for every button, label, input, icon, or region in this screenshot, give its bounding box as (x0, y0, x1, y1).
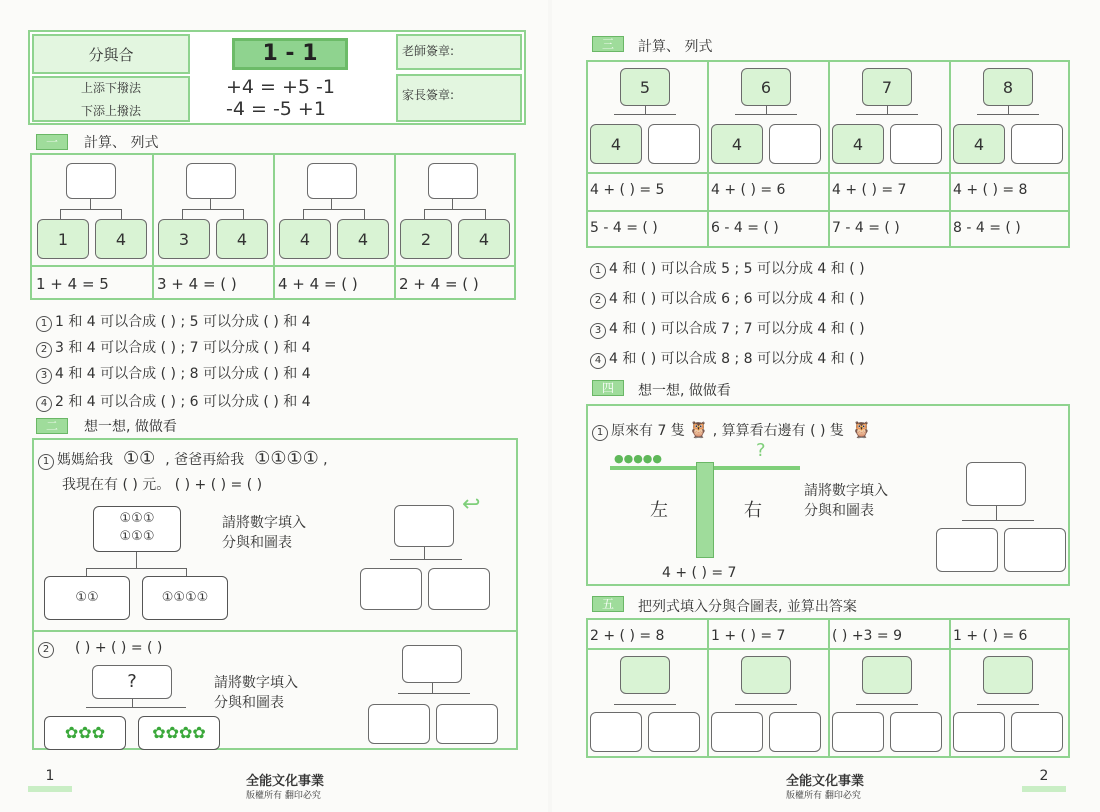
grid-divider (949, 60, 951, 248)
formula-2: -4 = -5 +1 (226, 98, 326, 120)
tree-line (243, 209, 244, 219)
part-box: 4 (279, 219, 331, 259)
equation: 1 + ( ) = 7 (711, 628, 786, 644)
question-line (590, 318, 865, 339)
answer-part-box[interactable] (832, 712, 884, 752)
line-text: 3 和 4 可以合成 ( ) ; 7 可以分成 ( ) 和 4 (55, 340, 311, 356)
grid-divider (707, 618, 709, 758)
copyright: 版權所有 翻印必究 (786, 791, 861, 801)
tree-line (424, 209, 486, 210)
sum-box[interactable] (741, 656, 791, 694)
number-badge: 3 (36, 368, 52, 384)
teacher-sign-label: 老師簽章: (402, 44, 455, 58)
sum-box[interactable] (186, 163, 236, 199)
equation: 4 + ( ) = 5 (590, 182, 665, 198)
section-2-title: 想一想, 做做看 (84, 419, 177, 435)
tree-line (398, 693, 470, 694)
line-text: 4 和 ( ) 可以合成 5 ; 5 可以分成 4 和 ( ) (609, 261, 865, 277)
balance-question: ? (756, 440, 766, 461)
part-box: 4 (590, 124, 642, 164)
tree-line (210, 199, 211, 209)
section-3-badge: 三 (592, 36, 624, 52)
number-badge: 1 (38, 454, 54, 470)
parent-sign-label: 家長簽章: (402, 88, 455, 102)
answer-part-box[interactable] (769, 712, 821, 752)
publisher: 全能文化事業 (786, 774, 865, 789)
part-box: 3 (158, 219, 210, 259)
rules-cell (32, 76, 190, 122)
tree-line (962, 520, 1034, 521)
balance-pole (696, 462, 714, 558)
equation: 6 - 4 = ( ) (711, 220, 779, 236)
equation: 1 + ( ) = 6 (953, 628, 1028, 644)
tree-line (614, 114, 676, 115)
section-2-badge: 二 (36, 418, 68, 434)
section-5-title: 把列式填入分與合圖表, 並算出答案 (638, 599, 857, 615)
question-line (590, 258, 865, 279)
equation: 3 + 4 = ( ) (157, 275, 237, 293)
question-line (36, 391, 311, 412)
part-box: 4 (216, 219, 268, 259)
part-box: 2 (400, 219, 452, 259)
tree-line (303, 209, 365, 210)
fill-hint: 請將數字填入 (214, 675, 298, 691)
line-text: 4 和 ( ) 可以合成 6 ; 6 可以分成 4 和 ( ) (609, 291, 865, 307)
answer-sum-box[interactable] (966, 462, 1026, 506)
section-1-title: 計算、 列式 (84, 135, 159, 151)
fill-hint: 分與和圖表 (222, 535, 292, 551)
answer-part-box[interactable] (648, 124, 700, 164)
tree-line (614, 704, 676, 705)
equation: 5 - 4 = ( ) (590, 220, 658, 236)
question-line (36, 337, 311, 358)
sum-box[interactable] (862, 656, 912, 694)
page-number-badge: 2 (1022, 768, 1066, 792)
tree-line (977, 704, 1039, 705)
tree-line (735, 704, 797, 705)
tree-line (424, 547, 425, 559)
number-badge: 1 (592, 425, 608, 441)
owl-icon: 🦉 (851, 420, 872, 439)
grid-divider (949, 618, 951, 758)
grid-divider (828, 618, 830, 758)
number-badge: 3 (590, 323, 606, 339)
page-number-badge: 1 (28, 768, 72, 792)
formula-1: +4 = +5 -1 (226, 76, 335, 98)
flowers-box: ✿✿✿ (44, 716, 126, 750)
sum-box[interactable] (428, 163, 478, 199)
tree-line (1008, 106, 1009, 114)
owls-row: ●●●●● (614, 452, 662, 465)
tree-line (303, 209, 304, 219)
tree-line (186, 568, 187, 576)
number-badge: 1 (590, 263, 606, 279)
equation: 4 + ( ) = 8 (953, 182, 1028, 198)
topic-cell (32, 34, 190, 74)
part-box: 4 (337, 219, 389, 259)
tree-line (90, 199, 91, 209)
sum-box[interactable] (983, 656, 1033, 694)
question-line (36, 311, 311, 332)
part-box: 4 (832, 124, 884, 164)
section-3-title: 計算、 列式 (638, 39, 713, 55)
sum-box: 5 (620, 68, 670, 106)
sum-box: 8 (983, 68, 1033, 106)
flowers-box: ✿✿✿✿ (138, 716, 220, 750)
tree-line (735, 114, 797, 115)
answer-sum-box[interactable] (394, 505, 454, 547)
arrow-icon: ↩ (462, 492, 481, 517)
owl-icon: 🦉 (688, 420, 709, 439)
answer-part-box[interactable] (436, 704, 498, 744)
frame-divider (32, 630, 518, 632)
equation: 4 + ( ) = 7 (662, 565, 737, 581)
q1-line: 1 媽媽給我 ①① , 爸爸再給我 ①①①① , (38, 448, 328, 470)
tree-line (60, 209, 61, 219)
q1-text: 原來有 7 隻 (611, 423, 685, 439)
question-line (36, 363, 311, 384)
number-badge: 1 (36, 316, 52, 332)
lesson-badge: 1 - 1 (232, 38, 348, 70)
equation: 4 + 4 = ( ) (278, 275, 358, 293)
fill-hint: 分與和圖表 (804, 503, 874, 519)
line-text: 4 和 4 可以合成 ( ) ; 8 可以分成 ( ) 和 4 (55, 366, 311, 382)
coins-row: ①①① (119, 511, 155, 526)
tree-line (424, 209, 425, 219)
equation: ( ) +3 = 9 (832, 628, 902, 644)
tree-line (121, 209, 122, 219)
line-text: 2 和 4 可以合成 ( ) ; 6 可以分成 ( ) 和 4 (55, 394, 311, 410)
grid-divider (273, 153, 275, 300)
left-label: 左 (650, 500, 668, 521)
answer-part-box[interactable] (648, 712, 700, 752)
equation: 7 - 4 = ( ) (832, 220, 900, 236)
topic-label: 分與合 (88, 45, 134, 64)
tree-line (887, 106, 888, 114)
rule-label: 下添上撥法 (80, 104, 141, 118)
number-badge: 2 (590, 293, 606, 309)
tree-line (856, 704, 918, 705)
line-text: 4 和 ( ) 可以合成 8 ; 8 可以分成 4 和 ( ) (609, 351, 865, 367)
grid-divider (394, 153, 396, 300)
equation: 4 + ( ) = 7 (832, 182, 907, 198)
tree-line (645, 106, 646, 114)
q1-line (592, 420, 872, 441)
section-5-badge: 五 (592, 596, 624, 612)
tree-line (390, 559, 462, 560)
tree-line (182, 209, 183, 219)
answer-sum-box[interactable] (402, 645, 462, 683)
coins-part-box: ①①①① (142, 576, 228, 620)
equation: 2 + 4 = ( ) (399, 275, 479, 293)
answer-part-box[interactable] (1011, 712, 1063, 752)
answer-part-box[interactable] (428, 568, 490, 610)
sum-box[interactable] (620, 656, 670, 694)
sum-box: 7 (862, 68, 912, 106)
rule-label: 上添下撥法 (80, 81, 141, 95)
tree-line (86, 568, 186, 569)
equation: 2 + ( ) = 8 (590, 628, 665, 644)
q2-line (38, 640, 162, 658)
tree-line (977, 114, 1039, 115)
tree-line (331, 199, 332, 209)
tree-line (452, 199, 453, 209)
answer-part-box[interactable] (890, 712, 942, 752)
copyright: 版權所有 翻印必究 (246, 791, 321, 801)
fill-hint: 請將數字填入 (222, 515, 306, 531)
left-page (0, 0, 548, 812)
coins-row: ①①① (119, 529, 155, 544)
section-1-badge: 一 (36, 134, 68, 150)
part-box: 4 (711, 124, 763, 164)
tree-line (996, 506, 997, 520)
part-box: 4 (458, 219, 510, 259)
question-line (590, 288, 865, 309)
answer-part-box[interactable] (368, 704, 430, 744)
tree-line (60, 209, 122, 210)
line-text: 4 和 ( ) 可以合成 7 ; 7 可以分成 4 和 ( ) (609, 321, 865, 337)
right-page (552, 0, 1100, 812)
number-badge: 2 (36, 342, 52, 358)
q2-text: ( ) + ( ) = ( ) (75, 640, 163, 656)
grid-divider (152, 153, 154, 300)
number-badge: 4 (36, 396, 52, 412)
equation: 8 - 4 = ( ) (953, 220, 1021, 236)
answer-part-box[interactable] (360, 568, 422, 610)
number-badge: 2 (38, 642, 54, 658)
line-text: 1 和 4 可以合成 ( ) ; 5 可以分成 ( ) 和 4 (55, 314, 311, 330)
tree-line (136, 552, 137, 568)
coins-total-box (93, 506, 181, 552)
tree-line (432, 683, 433, 693)
sum-box: 6 (741, 68, 791, 106)
q1-text-b: , 爸爸再給我 (165, 452, 245, 468)
equation: 1 + 4 = 5 (36, 275, 109, 293)
tree-line (364, 209, 365, 219)
section-4-title: 想一想, 做做看 (638, 383, 731, 399)
tree-line (86, 707, 186, 708)
q1-text-b: , 算算看右邊有 ( ) 隻 (712, 423, 844, 439)
tree-line (182, 209, 244, 210)
answer-part-box[interactable] (590, 712, 642, 752)
right-label: 右 (744, 500, 762, 521)
part-box: 1 (37, 219, 89, 259)
number-badge: 4 (590, 353, 606, 369)
q1-text: 媽媽給我 (57, 452, 113, 468)
part-box: 4 (953, 124, 1005, 164)
grid-divider (828, 60, 830, 248)
tree-line (856, 114, 918, 115)
sum-box[interactable] (66, 163, 116, 199)
fill-hint: 請將數字填入 (804, 483, 888, 499)
question-box: ? (92, 665, 172, 699)
coins-part-box: ①① (44, 576, 130, 620)
answer-part-box[interactable] (1004, 528, 1066, 572)
answer-part-box[interactable] (1011, 124, 1063, 164)
fill-hint: 分與和圖表 (214, 695, 284, 711)
tree-line (132, 699, 133, 707)
q1-answer-line: 我現在有 ( ) 元。 ( ) + ( ) = ( ) (62, 477, 263, 493)
answer-part-box[interactable] (936, 528, 998, 572)
part-box: 4 (95, 219, 147, 259)
publisher: 全能文化事業 (246, 774, 325, 789)
tree-line (766, 106, 767, 114)
question-line (590, 348, 865, 369)
equation: 4 + ( ) = 6 (711, 182, 786, 198)
tree-line (485, 209, 486, 219)
tree-line (86, 568, 87, 576)
answer-part-box[interactable] (711, 712, 763, 752)
answer-part-box[interactable] (953, 712, 1005, 752)
answer-part-box[interactable] (890, 124, 942, 164)
answer-part-box[interactable] (769, 124, 821, 164)
section-4-badge: 四 (592, 380, 624, 396)
sum-box[interactable] (307, 163, 357, 199)
grid-divider (707, 60, 709, 248)
